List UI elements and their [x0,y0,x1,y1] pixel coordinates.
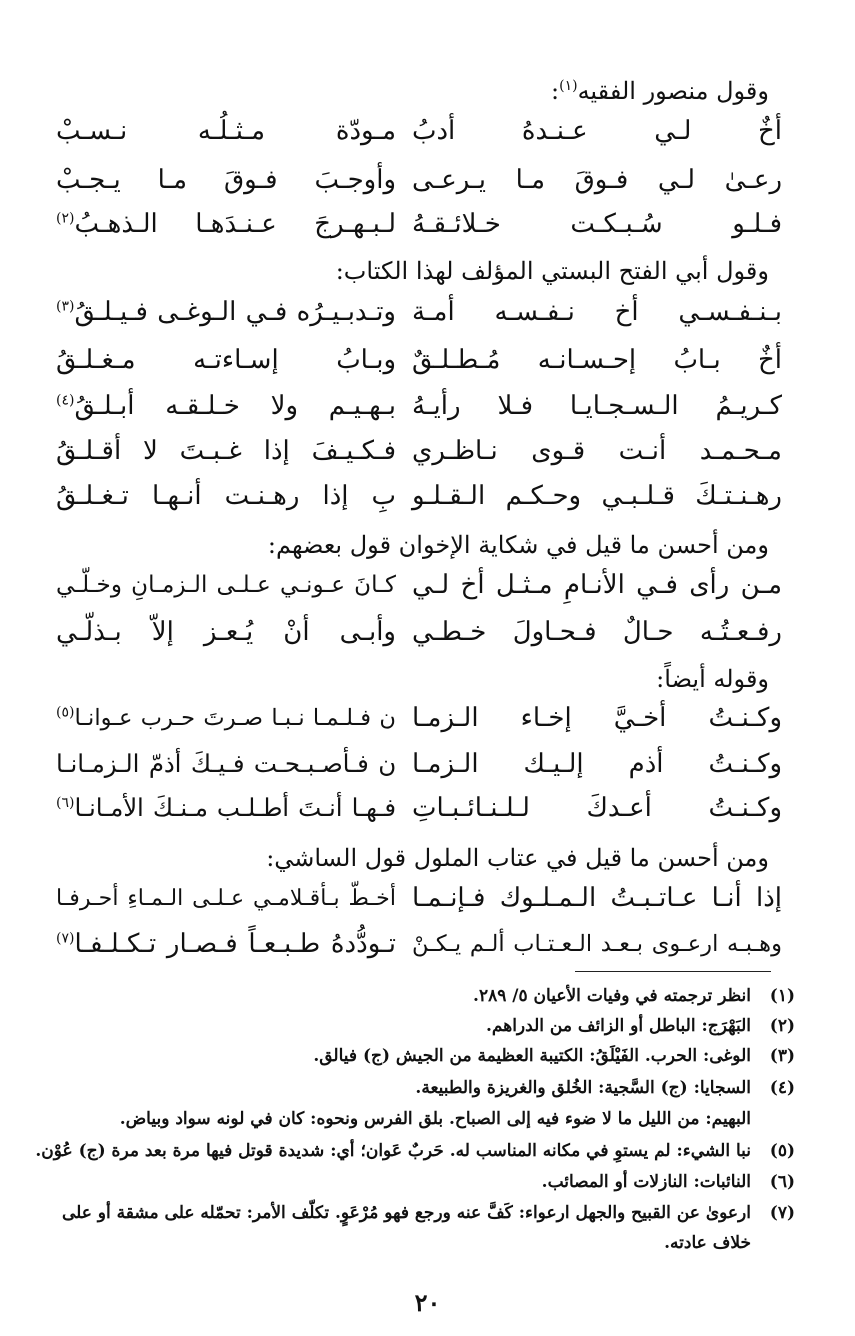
verse-line [56,338,782,382]
footnote-number: (٥) [769,1141,795,1161]
footnote-marker: (٣) [56,298,75,315]
footnote-text: الوغى: الحرب. الفَيْلَقُ: الكتيبة العظيمة من الجيش (ج) فيالق. [313,1046,751,1066]
verse-second-hemistich-text: وتـدبـيـرُه فـي الـوغـى فـيـلـقُ [74,297,396,327]
verse-second-hemistich: وأوجـبَ فـوقَ مـا يـجـبْ [56,165,396,195]
verse-line [56,742,782,786]
footnote-7 [35,1201,795,1225]
footnote-number: (٢) [769,1016,795,1036]
verse-second-hemistich [56,384,396,428]
footnote-text: انظر ترجمته في وفيات الأعيان ٥/ ٢٨٩. [473,986,751,1006]
verse-second-hemistich [56,922,396,966]
verse-line [56,563,782,607]
footnote-text: نبا الشيء: لم يستوِ في مكانه المناسب له. حَربٌ عَوان؛ أي: شديدة قوتل فيها مرة بعد مرة (ج) عُوْن. [35,1141,751,1161]
verse-second-hemistich: أخـطّ بـأقـلامـي عـلـى الـمـاءِ أحـرفـا [56,885,396,911]
verse-second-hemistich: كـانَ عـونـي عـلـى الـزمـانِ وخـلّـي [56,572,396,598]
verse-line [56,158,782,202]
verse-second-hemistich-text: لـبـهـرجَ عـنـدَهـا الـذهـبُ [74,209,396,239]
verse-first-hemistich: مـحـمـد أنـت قـوى نـاظـري [412,436,782,466]
verse-line [56,876,782,920]
verse-first-hemistich: وكـنـتُ أذم إلـيـك الـزمـا [412,749,782,779]
verse-line [56,429,782,473]
verse-first-hemistich: أخٌ لـي عـنـدهُ أدبُ [412,116,782,146]
verse-line [56,290,782,334]
verse-second-hemistich [56,696,396,740]
verse-second-hemistich: ن فـأصـبـحـت فـيـكَ أذمّ الـزمـانـا [56,749,396,778]
verse-line [56,384,782,428]
verse-second-hemistich: وأبـى أنْ يُـعـز إلاّ بـذلّـي [56,617,396,647]
verse-first-hemistich: رفـعـتُـه حـالٌ فـحـاولَ خـطـي [412,617,782,647]
footnote-marker: (٧) [56,930,75,947]
verse-first-hemistich: فـلـو سُـبـكـت خـلائـقـهُ [412,209,782,239]
verse-second-hemistich [56,786,396,830]
footnote-4-continued [0,1107,751,1131]
footnote-text: البَهْرَج: الباطل أو الزائف من الدراهم. [486,1016,751,1036]
verse-line [56,610,782,654]
verse-first-hemistich: بـنـفـسـي أخ نـفـسـه أمـة [412,297,782,327]
intro-sashi: ومن أحسن ما قيل في عتاب الملول قول الساشي: [266,844,769,872]
verse-second-hemistich: بِ إذا رهـنـت أنـهـا تـغـلـقُ [56,481,396,511]
verse-first-hemistich: وكـنـتُ أعـدكَ لـلـنـائـبـاتِ [412,793,782,823]
verse-second-hemistich: وبـابُ إسـاءتـه مـغـلـقُ [56,345,396,375]
footnote-number: (٧) [769,1203,795,1223]
footnote-marker: (٥) [56,704,75,721]
intro-mansur-text: وقول منصور الفقيه [577,77,769,105]
footnote-text: السجايا: (ج) السَّجية: الخُلق والغريزة والطبيعة. [415,1078,751,1098]
verse-second-hemistich: مـودّة مـثـلُـه نـسـبْ [56,116,396,146]
verse-first-hemistich: رعـىٰ لـي فـوقَ مـا يـرعـى [412,165,782,195]
verse-first-hemistich: وكـنـتُ أخـيَّ إخـاء الـزمـا [412,703,782,733]
intro-ikhwan: ومن أحسن ما قيل في شكاية الإخوان قول بعضهم: [267,531,769,559]
intro-mansur: وقول منصور الفقيه$^{(١)}$: [551,77,769,105]
footnote-1 [35,984,795,1008]
page-number: ٢٠ [414,1288,441,1317]
verse-line [56,696,782,740]
verse-line [56,109,782,153]
verse-second-hemistich [56,202,396,246]
intro-aydan: وقوله أيضاً: [656,665,769,693]
verse-line [56,202,782,246]
footnote-separator [575,971,771,972]
footnote-7-continued [35,1231,795,1255]
verse-second-hemistich-text: ن فـلـمـا نـبـا صـرتَ حـرب عـوانـا [74,705,396,731]
footnote-marker: (١) [559,78,578,94]
footnote-number: (٣) [769,1046,795,1066]
verse-second-hemistich-text: بـهـيـم ولا خـلـقـه أبـلـقُ [74,391,396,421]
verse-line [56,786,782,830]
footnote-marker: (٢) [56,210,75,227]
verse-first-hemistich: مـن رأى فـي الأنـامِ مـثـل أخ لـي [412,570,782,600]
verse-second-hemistich-text: تـودُّدهُ طـبـعـاً فـصـار تـكـلـفـا [74,929,396,959]
verse-first-hemistich: رهـنـتـكَ قـلـبـي وحـكـم الـقـلـو [412,481,782,511]
footnote-marker: (٤) [56,392,75,409]
footnote-number: (١) [769,986,795,1006]
footnote-text: النائبات: النازلات أو المصائب. [541,1172,751,1192]
footnote-text: خلاف عادته. [664,1233,751,1253]
verse-line [56,922,782,966]
verse-second-hemistich-text: فـهـا أنـتَ أطـلـب مـنـكَ الأمـانـا [74,793,396,822]
footnote-number: (٦) [769,1172,795,1192]
intro-busti: وقول أبي الفتح البستي المؤلف لهذا الكتاب: [335,257,769,285]
footnote-text: ارعوىٰ عن القبيح والجهل ارعواء: كَفَّ عنه ورجع فهو مُرْعَوٍ. تكلّف الأمر: تحمّله على مشقة أو على [61,1203,751,1223]
verse-second-hemistich: فـكـيـفَ إذا غـبـتَ لا أقـلـقُ [56,436,396,466]
verse-second-hemistich [56,290,396,334]
footnote-number: (٤) [769,1078,795,1098]
verse-first-hemistich: وهـبـه ارعـوى بـعـد الـعـتـاب ألـم يـكـنْ [412,931,782,957]
footnote-2 [35,1014,795,1038]
footnote-text: البهيم: من الليل ما لا ضوء فيه إلى الصباح. بلق الفرس ونحوه: كان في لونه سواد وبياض. [119,1109,751,1129]
verse-first-hemistich: أخٌ بـابُ إحـسـانـه مُـطـلـقٌ [412,345,782,375]
footnote-5 [35,1139,795,1163]
verse-first-hemistich: إذا أنـا عـاتـبـتُ الـمـلـوك فـإنـمـا [412,883,782,913]
footnote-4 [35,1076,795,1100]
footnote-3 [35,1044,795,1068]
verse-first-hemistich: كـريـمُ الـسـجـايـا فـلا رأيـهُ [412,391,782,421]
verse-line [56,474,782,518]
footnote-6 [35,1170,795,1194]
footnote-marker: (٦) [56,794,75,811]
